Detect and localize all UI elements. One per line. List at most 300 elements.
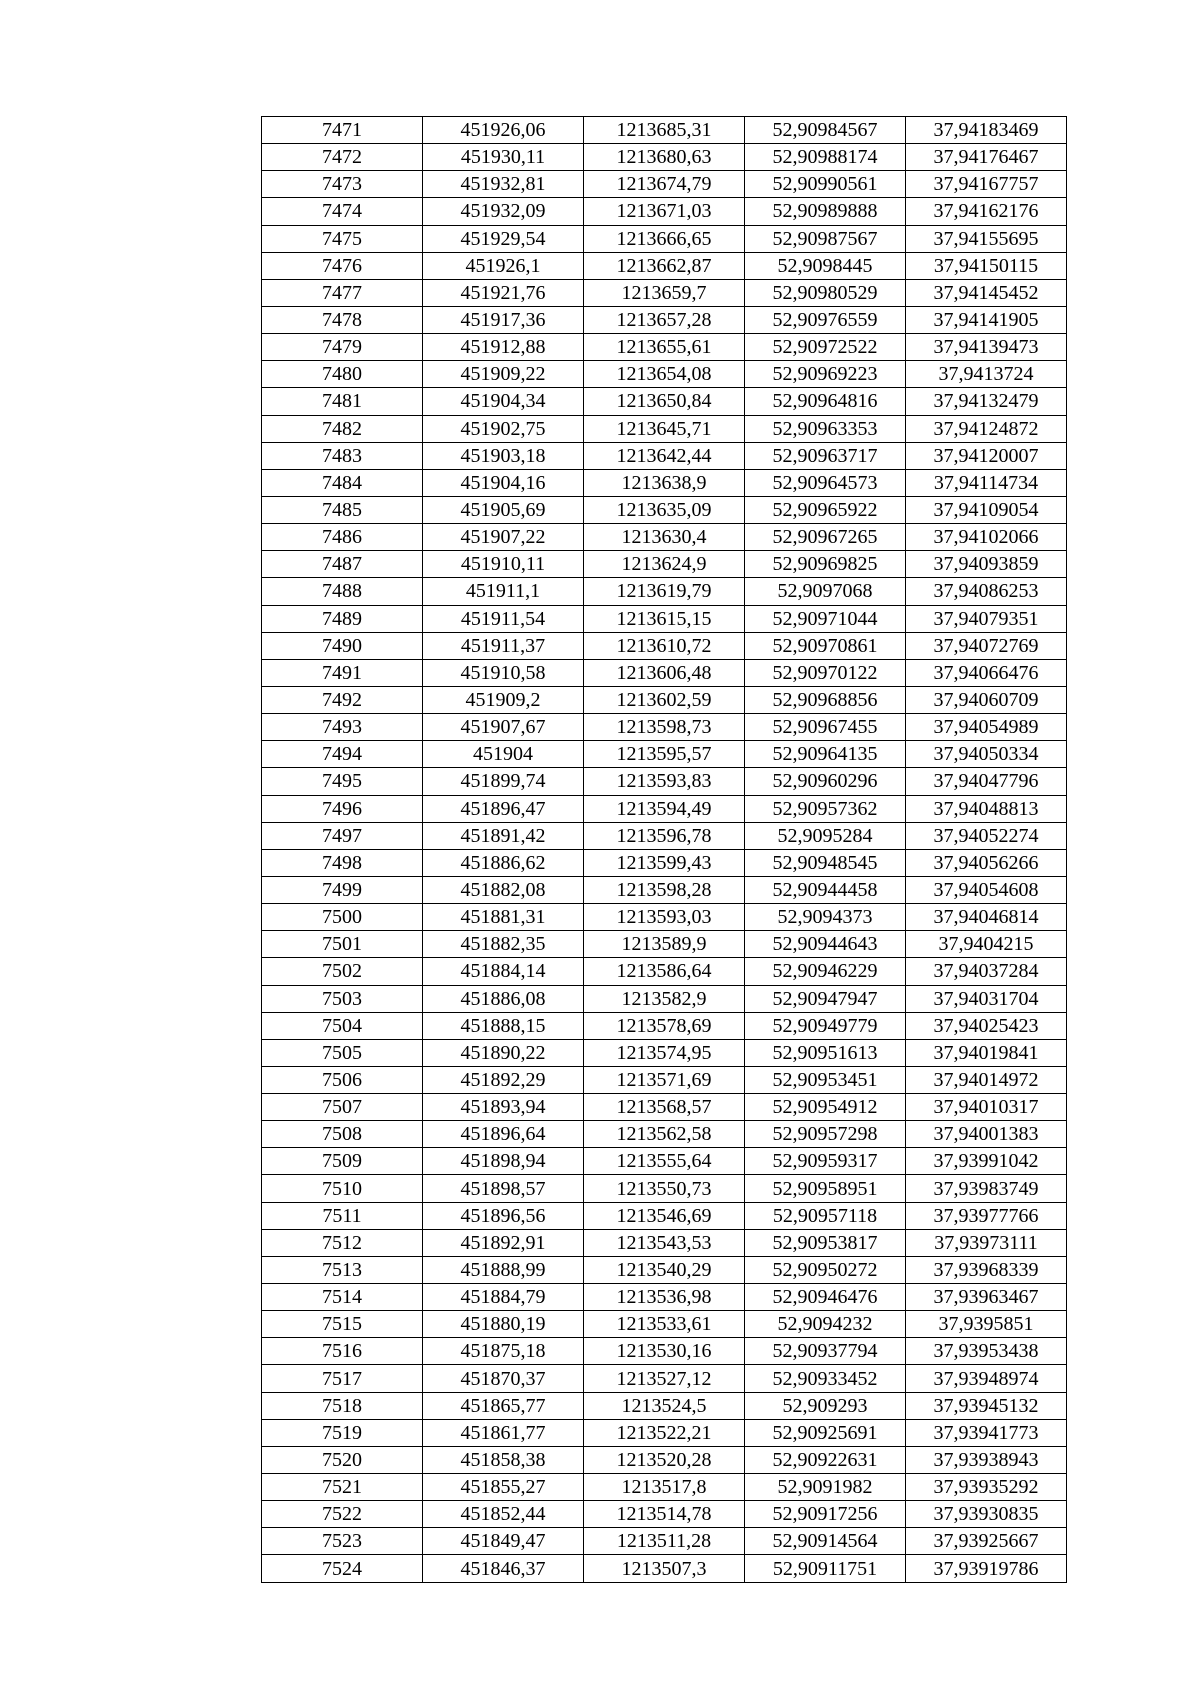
table-row	[262, 659, 1067, 686]
longitude-cell: 37,94048813	[906, 795, 1067, 822]
longitude-cell: 37,93973111	[906, 1229, 1067, 1256]
point-number-cell: 7482	[262, 415, 423, 442]
latitude-cell: 52,90963353	[745, 415, 906, 442]
y-coordinate-cell: 1213550,73	[584, 1175, 745, 1202]
x-coordinate-cell: 451888,15	[423, 1012, 584, 1039]
latitude-cell: 52,90949779	[745, 1012, 906, 1039]
longitude-cell: 37,94060709	[906, 686, 1067, 713]
y-coordinate-cell: 1213615,15	[584, 605, 745, 632]
point-number-cell: 7499	[262, 876, 423, 903]
y-coordinate-cell: 1213514,78	[584, 1501, 745, 1528]
longitude-cell: 37,94052274	[906, 822, 1067, 849]
latitude-cell: 52,90946476	[745, 1284, 906, 1311]
x-coordinate-cell: 451898,94	[423, 1148, 584, 1175]
longitude-cell: 37,93930835	[906, 1501, 1067, 1528]
latitude-cell: 52,90946229	[745, 958, 906, 985]
table-row	[262, 551, 1067, 578]
table-row	[262, 632, 1067, 659]
x-coordinate-cell: 451912,88	[423, 334, 584, 361]
point-number-cell: 7502	[262, 958, 423, 985]
latitude-cell: 52,90968856	[745, 686, 906, 713]
y-coordinate-cell: 1213595,57	[584, 741, 745, 768]
table-row	[262, 361, 1067, 388]
latitude-cell: 52,90951613	[745, 1039, 906, 1066]
longitude-cell: 37,94109054	[906, 496, 1067, 523]
y-coordinate-cell: 1213582,9	[584, 985, 745, 1012]
longitude-cell: 37,94141905	[906, 306, 1067, 333]
x-coordinate-cell: 451930,11	[423, 144, 584, 171]
y-coordinate-cell: 1213638,9	[584, 469, 745, 496]
latitude-cell: 52,90950272	[745, 1256, 906, 1283]
longitude-cell: 37,93945132	[906, 1392, 1067, 1419]
y-coordinate-cell: 1213524,5	[584, 1392, 745, 1419]
point-number-cell: 7523	[262, 1528, 423, 1555]
longitude-cell: 37,94056266	[906, 849, 1067, 876]
latitude-cell: 52,90965922	[745, 496, 906, 523]
x-coordinate-cell: 451909,22	[423, 361, 584, 388]
latitude-cell: 52,90964135	[745, 741, 906, 768]
longitude-cell: 37,93953438	[906, 1338, 1067, 1365]
x-coordinate-cell: 451884,14	[423, 958, 584, 985]
point-number-cell: 7489	[262, 605, 423, 632]
y-coordinate-cell: 1213574,95	[584, 1039, 745, 1066]
point-number-cell: 7486	[262, 524, 423, 551]
y-coordinate-cell: 1213598,28	[584, 876, 745, 903]
longitude-cell: 37,94037284	[906, 958, 1067, 985]
table-row	[262, 741, 1067, 768]
table-row	[262, 1474, 1067, 1501]
y-coordinate-cell: 1213593,83	[584, 768, 745, 795]
point-number-cell: 7506	[262, 1066, 423, 1093]
y-coordinate-cell: 1213527,12	[584, 1365, 745, 1392]
x-coordinate-cell: 451932,81	[423, 171, 584, 198]
latitude-cell: 52,90969223	[745, 361, 906, 388]
x-coordinate-cell: 451926,06	[423, 117, 584, 144]
table-row	[262, 469, 1067, 496]
point-number-cell: 7483	[262, 442, 423, 469]
point-number-cell: 7505	[262, 1039, 423, 1066]
table-row	[262, 714, 1067, 741]
coordinates-table-body	[262, 117, 1067, 1583]
longitude-cell: 37,94120007	[906, 442, 1067, 469]
point-number-cell: 7473	[262, 171, 423, 198]
table-row	[262, 1501, 1067, 1528]
y-coordinate-cell: 1213517,8	[584, 1474, 745, 1501]
table-row	[262, 144, 1067, 171]
x-coordinate-cell: 451909,2	[423, 686, 584, 713]
point-number-cell: 7488	[262, 578, 423, 605]
table-row	[262, 117, 1067, 144]
point-number-cell: 7491	[262, 659, 423, 686]
y-coordinate-cell: 1213530,16	[584, 1338, 745, 1365]
latitude-cell: 52,90937794	[745, 1338, 906, 1365]
table-row	[262, 605, 1067, 632]
longitude-cell: 37,94114734	[906, 469, 1067, 496]
latitude-cell: 52,90989888	[745, 198, 906, 225]
longitude-cell: 37,94132479	[906, 388, 1067, 415]
latitude-cell: 52,90959317	[745, 1148, 906, 1175]
latitude-cell: 52,90984567	[745, 117, 906, 144]
x-coordinate-cell: 451896,47	[423, 795, 584, 822]
point-number-cell: 7498	[262, 849, 423, 876]
table-row	[262, 1066, 1067, 1093]
latitude-cell: 52,90957118	[745, 1202, 906, 1229]
latitude-cell: 52,90988174	[745, 144, 906, 171]
x-coordinate-cell: 451881,31	[423, 904, 584, 931]
y-coordinate-cell: 1213571,69	[584, 1066, 745, 1093]
longitude-cell: 37,93938943	[906, 1446, 1067, 1473]
longitude-cell: 37,93963467	[906, 1284, 1067, 1311]
longitude-cell: 37,94054989	[906, 714, 1067, 741]
table-row	[262, 1284, 1067, 1311]
latitude-cell: 52,90958951	[745, 1175, 906, 1202]
table-row	[262, 1528, 1067, 1555]
point-number-cell: 7509	[262, 1148, 423, 1175]
latitude-cell: 52,90953451	[745, 1066, 906, 1093]
y-coordinate-cell: 1213654,08	[584, 361, 745, 388]
x-coordinate-cell: 451886,62	[423, 849, 584, 876]
point-number-cell: 7474	[262, 198, 423, 225]
x-coordinate-cell: 451884,79	[423, 1284, 584, 1311]
latitude-cell: 52,90967455	[745, 714, 906, 741]
latitude-cell: 52,90967265	[745, 524, 906, 551]
point-number-cell: 7479	[262, 334, 423, 361]
point-number-cell: 7477	[262, 279, 423, 306]
longitude-cell: 37,94010317	[906, 1094, 1067, 1121]
point-number-cell: 7497	[262, 822, 423, 849]
point-number-cell: 7472	[262, 144, 423, 171]
longitude-cell: 37,94031704	[906, 985, 1067, 1012]
longitude-cell: 37,94047796	[906, 768, 1067, 795]
longitude-cell: 37,94124872	[906, 415, 1067, 442]
longitude-cell: 37,94162176	[906, 198, 1067, 225]
x-coordinate-cell: 451932,09	[423, 198, 584, 225]
x-coordinate-cell: 451910,11	[423, 551, 584, 578]
longitude-cell: 37,94093859	[906, 551, 1067, 578]
y-coordinate-cell: 1213606,48	[584, 659, 745, 686]
latitude-cell: 52,90922631	[745, 1446, 906, 1473]
table-row	[262, 1012, 1067, 1039]
latitude-cell: 52,90990561	[745, 171, 906, 198]
latitude-cell: 52,90933452	[745, 1365, 906, 1392]
x-coordinate-cell: 451902,75	[423, 415, 584, 442]
x-coordinate-cell: 451907,67	[423, 714, 584, 741]
longitude-cell: 37,93983749	[906, 1175, 1067, 1202]
y-coordinate-cell: 1213546,69	[584, 1202, 745, 1229]
longitude-cell: 37,94139473	[906, 334, 1067, 361]
latitude-cell: 52,9095284	[745, 822, 906, 849]
latitude-cell: 52,90944643	[745, 931, 906, 958]
y-coordinate-cell: 1213685,31	[584, 117, 745, 144]
point-number-cell: 7495	[262, 768, 423, 795]
x-coordinate-cell: 451849,47	[423, 1528, 584, 1555]
longitude-cell: 37,9413724	[906, 361, 1067, 388]
y-coordinate-cell: 1213645,71	[584, 415, 745, 442]
latitude-cell: 52,90970861	[745, 632, 906, 659]
latitude-cell: 52,90917256	[745, 1501, 906, 1528]
x-coordinate-cell: 451858,38	[423, 1446, 584, 1473]
longitude-cell: 37,94150115	[906, 252, 1067, 279]
latitude-cell: 52,909293	[745, 1392, 906, 1419]
table-row	[262, 306, 1067, 333]
x-coordinate-cell: 451911,37	[423, 632, 584, 659]
x-coordinate-cell: 451921,76	[423, 279, 584, 306]
latitude-cell: 52,90911751	[745, 1555, 906, 1582]
table-row	[262, 1148, 1067, 1175]
point-number-cell: 7507	[262, 1094, 423, 1121]
table-row	[262, 252, 1067, 279]
longitude-cell: 37,94176467	[906, 144, 1067, 171]
x-coordinate-cell: 451904,16	[423, 469, 584, 496]
table-row	[262, 1311, 1067, 1338]
latitude-cell: 52,90947947	[745, 985, 906, 1012]
y-coordinate-cell: 1213680,63	[584, 144, 745, 171]
point-number-cell: 7500	[262, 904, 423, 931]
x-coordinate-cell: 451882,35	[423, 931, 584, 958]
y-coordinate-cell: 1213650,84	[584, 388, 745, 415]
point-number-cell: 7514	[262, 1284, 423, 1311]
y-coordinate-cell: 1213655,61	[584, 334, 745, 361]
x-coordinate-cell: 451917,36	[423, 306, 584, 333]
point-number-cell: 7515	[262, 1311, 423, 1338]
x-coordinate-cell: 451896,56	[423, 1202, 584, 1229]
point-number-cell: 7512	[262, 1229, 423, 1256]
latitude-cell: 52,90976559	[745, 306, 906, 333]
point-number-cell: 7471	[262, 117, 423, 144]
x-coordinate-cell: 451926,1	[423, 252, 584, 279]
table-row	[262, 1229, 1067, 1256]
table-row	[262, 1446, 1067, 1473]
table-row	[262, 876, 1067, 903]
point-number-cell: 7494	[262, 741, 423, 768]
longitude-cell: 37,94014972	[906, 1066, 1067, 1093]
point-number-cell: 7476	[262, 252, 423, 279]
latitude-cell: 52,9097068	[745, 578, 906, 605]
table-row	[262, 822, 1067, 849]
x-coordinate-cell: 451904	[423, 741, 584, 768]
longitude-cell: 37,94183469	[906, 117, 1067, 144]
x-coordinate-cell: 451929,54	[423, 225, 584, 252]
point-number-cell: 7487	[262, 551, 423, 578]
point-number-cell: 7485	[262, 496, 423, 523]
x-coordinate-cell: 451886,08	[423, 985, 584, 1012]
x-coordinate-cell: 451911,1	[423, 578, 584, 605]
x-coordinate-cell: 451907,22	[423, 524, 584, 551]
table-row	[262, 1338, 1067, 1365]
y-coordinate-cell: 1213602,59	[584, 686, 745, 713]
table-row	[262, 904, 1067, 931]
y-coordinate-cell: 1213562,58	[584, 1121, 745, 1148]
y-coordinate-cell: 1213536,98	[584, 1284, 745, 1311]
longitude-cell: 37,94066476	[906, 659, 1067, 686]
latitude-cell: 52,90971044	[745, 605, 906, 632]
point-number-cell: 7510	[262, 1175, 423, 1202]
point-number-cell: 7493	[262, 714, 423, 741]
longitude-cell: 37,94025423	[906, 1012, 1067, 1039]
longitude-cell: 37,93941773	[906, 1419, 1067, 1446]
longitude-cell: 37,94086253	[906, 578, 1067, 605]
y-coordinate-cell: 1213610,72	[584, 632, 745, 659]
table-row	[262, 198, 1067, 225]
latitude-cell: 52,90957362	[745, 795, 906, 822]
point-number-cell: 7520	[262, 1446, 423, 1473]
point-number-cell: 7524	[262, 1555, 423, 1582]
latitude-cell: 52,90954912	[745, 1094, 906, 1121]
longitude-cell: 37,94167757	[906, 171, 1067, 198]
table-row	[262, 1365, 1067, 1392]
table-row	[262, 768, 1067, 795]
table-row	[262, 1175, 1067, 1202]
point-number-cell: 7508	[262, 1121, 423, 1148]
y-coordinate-cell: 1213671,03	[584, 198, 745, 225]
point-number-cell: 7484	[262, 469, 423, 496]
longitude-cell: 37,93948974	[906, 1365, 1067, 1392]
longitude-cell: 37,94019841	[906, 1039, 1067, 1066]
latitude-cell: 52,90957298	[745, 1121, 906, 1148]
y-coordinate-cell: 1213507,3	[584, 1555, 745, 1582]
table-row	[262, 1202, 1067, 1229]
table-row	[262, 415, 1067, 442]
table-row	[262, 985, 1067, 1012]
x-coordinate-cell: 451903,18	[423, 442, 584, 469]
latitude-cell: 52,90960296	[745, 768, 906, 795]
table-row	[262, 795, 1067, 822]
table-row	[262, 931, 1067, 958]
y-coordinate-cell: 1213619,79	[584, 578, 745, 605]
x-coordinate-cell: 451852,44	[423, 1501, 584, 1528]
table-row	[262, 388, 1067, 415]
x-coordinate-cell: 451890,22	[423, 1039, 584, 1066]
point-number-cell: 7478	[262, 306, 423, 333]
table-row	[262, 1419, 1067, 1446]
x-coordinate-cell: 451891,42	[423, 822, 584, 849]
latitude-cell: 52,90914564	[745, 1528, 906, 1555]
x-coordinate-cell: 451892,29	[423, 1066, 584, 1093]
point-number-cell: 7480	[262, 361, 423, 388]
longitude-cell: 37,94079351	[906, 605, 1067, 632]
table-row	[262, 849, 1067, 876]
x-coordinate-cell: 451911,54	[423, 605, 584, 632]
point-number-cell: 7496	[262, 795, 423, 822]
latitude-cell: 52,90969825	[745, 551, 906, 578]
y-coordinate-cell: 1213543,53	[584, 1229, 745, 1256]
point-number-cell: 7517	[262, 1365, 423, 1392]
y-coordinate-cell: 1213540,29	[584, 1256, 745, 1283]
y-coordinate-cell: 1213624,9	[584, 551, 745, 578]
point-number-cell: 7504	[262, 1012, 423, 1039]
table-row	[262, 171, 1067, 198]
table-row	[262, 1392, 1067, 1419]
x-coordinate-cell: 451846,37	[423, 1555, 584, 1582]
longitude-cell: 37,93925667	[906, 1528, 1067, 1555]
y-coordinate-cell: 1213555,64	[584, 1148, 745, 1175]
latitude-cell: 52,9094373	[745, 904, 906, 931]
y-coordinate-cell: 1213520,28	[584, 1446, 745, 1473]
y-coordinate-cell: 1213568,57	[584, 1094, 745, 1121]
point-number-cell: 7475	[262, 225, 423, 252]
latitude-cell: 52,9098445	[745, 252, 906, 279]
table-row	[262, 1094, 1067, 1121]
x-coordinate-cell: 451899,74	[423, 768, 584, 795]
latitude-cell: 52,90963717	[745, 442, 906, 469]
latitude-cell: 52,90970122	[745, 659, 906, 686]
longitude-cell: 37,93991042	[906, 1148, 1067, 1175]
x-coordinate-cell: 451892,91	[423, 1229, 584, 1256]
y-coordinate-cell: 1213666,65	[584, 225, 745, 252]
latitude-cell: 52,90948545	[745, 849, 906, 876]
coordinates-table	[261, 116, 1067, 1583]
x-coordinate-cell: 451893,94	[423, 1094, 584, 1121]
table-row	[262, 1555, 1067, 1582]
x-coordinate-cell: 451870,37	[423, 1365, 584, 1392]
point-number-cell: 7519	[262, 1419, 423, 1446]
longitude-cell: 37,94046814	[906, 904, 1067, 931]
latitude-cell: 52,9094232	[745, 1311, 906, 1338]
longitude-cell: 37,94050334	[906, 741, 1067, 768]
latitude-cell: 52,90972522	[745, 334, 906, 361]
longitude-cell: 37,93977766	[906, 1202, 1067, 1229]
table-row	[262, 334, 1067, 361]
x-coordinate-cell: 451905,69	[423, 496, 584, 523]
y-coordinate-cell: 1213511,28	[584, 1528, 745, 1555]
latitude-cell: 52,90964816	[745, 388, 906, 415]
y-coordinate-cell: 1213630,4	[584, 524, 745, 551]
longitude-cell: 37,93968339	[906, 1256, 1067, 1283]
longitude-cell: 37,94102066	[906, 524, 1067, 551]
longitude-cell: 37,94072769	[906, 632, 1067, 659]
point-number-cell: 7521	[262, 1474, 423, 1501]
y-coordinate-cell: 1213657,28	[584, 306, 745, 333]
point-number-cell: 7481	[262, 388, 423, 415]
y-coordinate-cell: 1213593,03	[584, 904, 745, 931]
y-coordinate-cell: 1213642,44	[584, 442, 745, 469]
x-coordinate-cell: 451898,57	[423, 1175, 584, 1202]
point-number-cell: 7516	[262, 1338, 423, 1365]
x-coordinate-cell: 451875,18	[423, 1338, 584, 1365]
y-coordinate-cell: 1213522,21	[584, 1419, 745, 1446]
y-coordinate-cell: 1213586,64	[584, 958, 745, 985]
table-row	[262, 1039, 1067, 1066]
x-coordinate-cell: 451896,64	[423, 1121, 584, 1148]
table-row	[262, 442, 1067, 469]
latitude-cell: 52,90944458	[745, 876, 906, 903]
x-coordinate-cell: 451855,27	[423, 1474, 584, 1501]
y-coordinate-cell: 1213598,73	[584, 714, 745, 741]
x-coordinate-cell: 451880,19	[423, 1311, 584, 1338]
table-row	[262, 1256, 1067, 1283]
x-coordinate-cell: 451865,77	[423, 1392, 584, 1419]
latitude-cell: 52,90925691	[745, 1419, 906, 1446]
point-number-cell: 7492	[262, 686, 423, 713]
table-row	[262, 225, 1067, 252]
longitude-cell: 37,94054608	[906, 876, 1067, 903]
x-coordinate-cell: 451888,99	[423, 1256, 584, 1283]
y-coordinate-cell: 1213635,09	[584, 496, 745, 523]
longitude-cell: 37,94155695	[906, 225, 1067, 252]
point-number-cell: 7501	[262, 931, 423, 958]
latitude-cell: 52,90953817	[745, 1229, 906, 1256]
x-coordinate-cell: 451882,08	[423, 876, 584, 903]
x-coordinate-cell: 451861,77	[423, 1419, 584, 1446]
point-number-cell: 7513	[262, 1256, 423, 1283]
y-coordinate-cell: 1213596,78	[584, 822, 745, 849]
point-number-cell: 7490	[262, 632, 423, 659]
point-number-cell: 7522	[262, 1501, 423, 1528]
table-row	[262, 496, 1067, 523]
y-coordinate-cell: 1213662,87	[584, 252, 745, 279]
longitude-cell: 37,93919786	[906, 1555, 1067, 1582]
latitude-cell: 52,90987567	[745, 225, 906, 252]
